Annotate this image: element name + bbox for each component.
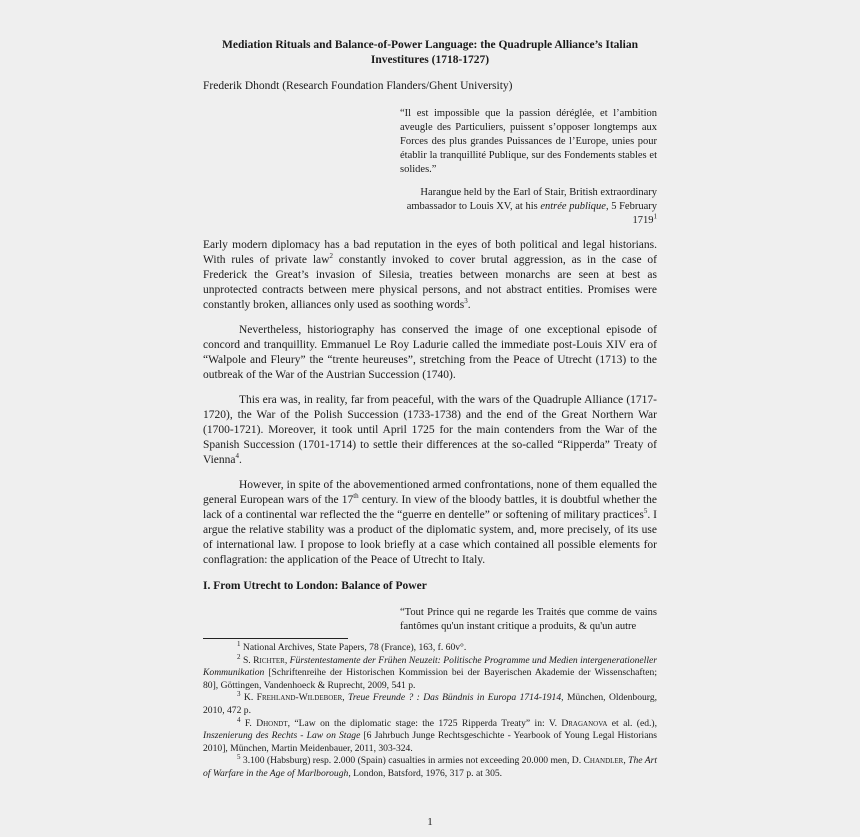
footnote-number: 1 — [237, 639, 241, 648]
ordinal-suffix: th — [353, 492, 359, 501]
footnote-text: National Archives, State Papers, 78 (France), 163, f. 60v°. — [240, 642, 467, 653]
paragraph-1-text-a: Early modern diplomacy has a bad reputation in the eyes of both political and legal historians. With rules of private law — [203, 239, 657, 266]
title-line-1: Mediation Rituals and Balance-of-Power Language: the Quadruple Alliance’s Italian — [222, 39, 638, 51]
footnote-ref-3[interactable]: 3 — [464, 297, 468, 306]
paragraph-1 — [203, 238, 657, 313]
footnote-text: , München, Oldenbourg, 2010, 472 p. — [203, 692, 658, 716]
footnote-text: 3.100 (Habsburg) resp. 2.000 (Spain) casualties in armies not exceeding 20.000 men, D. — [240, 755, 584, 767]
paragraph-1-text-b: constantly invoked to cover brutal aggression, as in the case of Frederick the Great’s invasion of Silesia, treaties between monarchs are seen at best as unprotected contracts between mere physical persons, and not abstract entities. Promises were constantly broken, alliances only used as soothing words — [203, 254, 657, 311]
footnote-ref-2[interactable]: 2 — [329, 252, 333, 261]
attribution-date: , 5 February 1719 — [605, 201, 657, 226]
paragraph-4-text-a: However, in spite of the abovementioned armed confrontations, none of them equalled the general European wars of the 17 — [203, 479, 657, 506]
footnote-text: , “Law on the diplomatic stage: the 1725 Ripperda Treaty” in: V. — [287, 717, 562, 729]
document-page — [0, 38, 860, 837]
paragraph-4-text-b: century. In view of the bloody battles, it is doubtful whether the lack of a continental war reflected the the “guerre en dentelle” or softening of military practices — [203, 494, 657, 521]
footnote-text: [Schriftenreihe der Historischen Kommission bei der Bayerischen Akademie der Wissenschaften; 80], Göttingen, Vandenhoeck & Ruprecht, 2009, 541 p. — [203, 667, 657, 691]
footnote-number: 5 — [237, 753, 241, 762]
paragraph-1-text-c: . — [467, 299, 471, 311]
footnote-text: et al. (ed.), — [607, 717, 657, 729]
epigraph-quote: “Il est impossible que la passion déréglée, et l’ambition aveugle des Particuliers, puissent s’opposer longtemps aux Forces des plus grandes Puissances de l’Europe, unies pour établir la tranquillité Publique, sur des Fondements stables et solides.” — [400, 108, 657, 175]
footnote-text: S. — [240, 654, 254, 666]
footnote-title: Inszenierung des Rechts - Law on Stage — [203, 730, 361, 742]
footnote-4 — [203, 715, 657, 756]
footnote-number: 3 — [237, 690, 241, 699]
section-epigraph: “Tout Prince qui ne regarde les Traités que comme de vains fantômes qu'un instant critique a produits, & qu'un autre — [400, 607, 657, 632]
footnote-text: , — [342, 692, 349, 704]
footnote-5 — [203, 755, 657, 780]
paragraph-4-text-c: . I argue the relative stability was a product of the diplomatic system, and, more precisely, of its use of international law. I propose to look briefly at a case which contained all possible elements for conflagration: the application of the Peace of Utrecht to Italy. — [203, 509, 657, 566]
footnote-title: Treue Freunde ? : Das Bündnis in Europa 1714-1914 — [348, 692, 562, 704]
section-heading: I. From Utrecht to London: Balance of Power — [203, 580, 427, 592]
footnote-ref-4[interactable]: 4 — [235, 452, 240, 461]
footnote-text: , London, Batsford, 1976, 317 p. at 305. — [348, 767, 503, 779]
footnote-text: , — [284, 654, 290, 666]
attribution-emphasis: entrée publique — [540, 201, 606, 212]
epigraph-attribution — [400, 186, 657, 228]
footnote-author: Draganova — [561, 717, 608, 729]
title-line-2: Investitures (1718-1727) — [370, 54, 490, 66]
footnote-text: [6 Jahrbuch Junge Rechtsgeschichte - Yearbook of Young Legal Historians 2010], München, Martin Meidenbauer, 2011, 303-324. — [203, 730, 657, 754]
footnote-2 — [203, 652, 657, 693]
footnote-author: Chandler — [583, 755, 624, 767]
footnote-ref-5[interactable]: 5 — [643, 507, 648, 516]
paragraph-3-text-b: . — [239, 454, 242, 466]
footnote-divider — [203, 638, 348, 639]
footnote-title: Fürstentestamente der Frühen Neuzeit: Politische Programme und Medien intergenerationeller Kommunikation — [203, 654, 657, 679]
footnotes — [203, 639, 658, 781]
paragraph-4 — [203, 478, 657, 568]
page-number: 1 — [427, 816, 433, 828]
footnote-text: , — [623, 755, 629, 767]
paper-title — [203, 38, 657, 68]
footnote-text: F. — [240, 717, 257, 729]
footnote-author: Dhondt — [256, 717, 288, 729]
author-line: Frederik Dhondt (Research Foundation Flanders/Ghent University) — [203, 80, 513, 92]
footnote-author: Richter — [253, 654, 285, 666]
footnote-number: 4 — [237, 715, 241, 724]
paragraph-2: Nevertheless, historiography has conserved the image of one exceptional episode of concord and tranquillity. Emmanuel Le Roy Ladurie called the immediate post-Louis XIV era of “Walpole and Fleury” the “trente heureuses”, stretching from the Peace of Utrecht (1713) to the outbreak of the War of the Austrian Succession (1740). — [203, 324, 657, 381]
footnote-text: K. — [240, 692, 257, 704]
footnote-title: The Art of Warfare in the Age of Marlborough — [203, 755, 658, 779]
paragraph-3 — [203, 393, 657, 468]
attribution-text: Harangue held by the Earl of Stair, British extraordinary ambassador to Louis XV, at his — [406, 187, 657, 212]
footnote-3 — [203, 692, 657, 717]
footnote-1 — [203, 639, 657, 655]
footnote-author: Frehland-Wildeboer — [256, 692, 343, 704]
paragraph-3-text-a: This era was, in reality, far from peaceful, with the wars of the Quadruple Alliance (1717-1720), the War of the Polish Succession (1733-1738) and the end of the Great Northern War (1700-1721). Moreover, it took until April 1725 for the main contenders from the War of the Spanish Succession (1701-1714) to settle their differences at the so-called “Ripperda” Treaty of Vienna — [203, 394, 657, 466]
footnote-number: 2 — [237, 652, 241, 661]
footnote-ref-1[interactable]: 1 — [653, 212, 657, 221]
